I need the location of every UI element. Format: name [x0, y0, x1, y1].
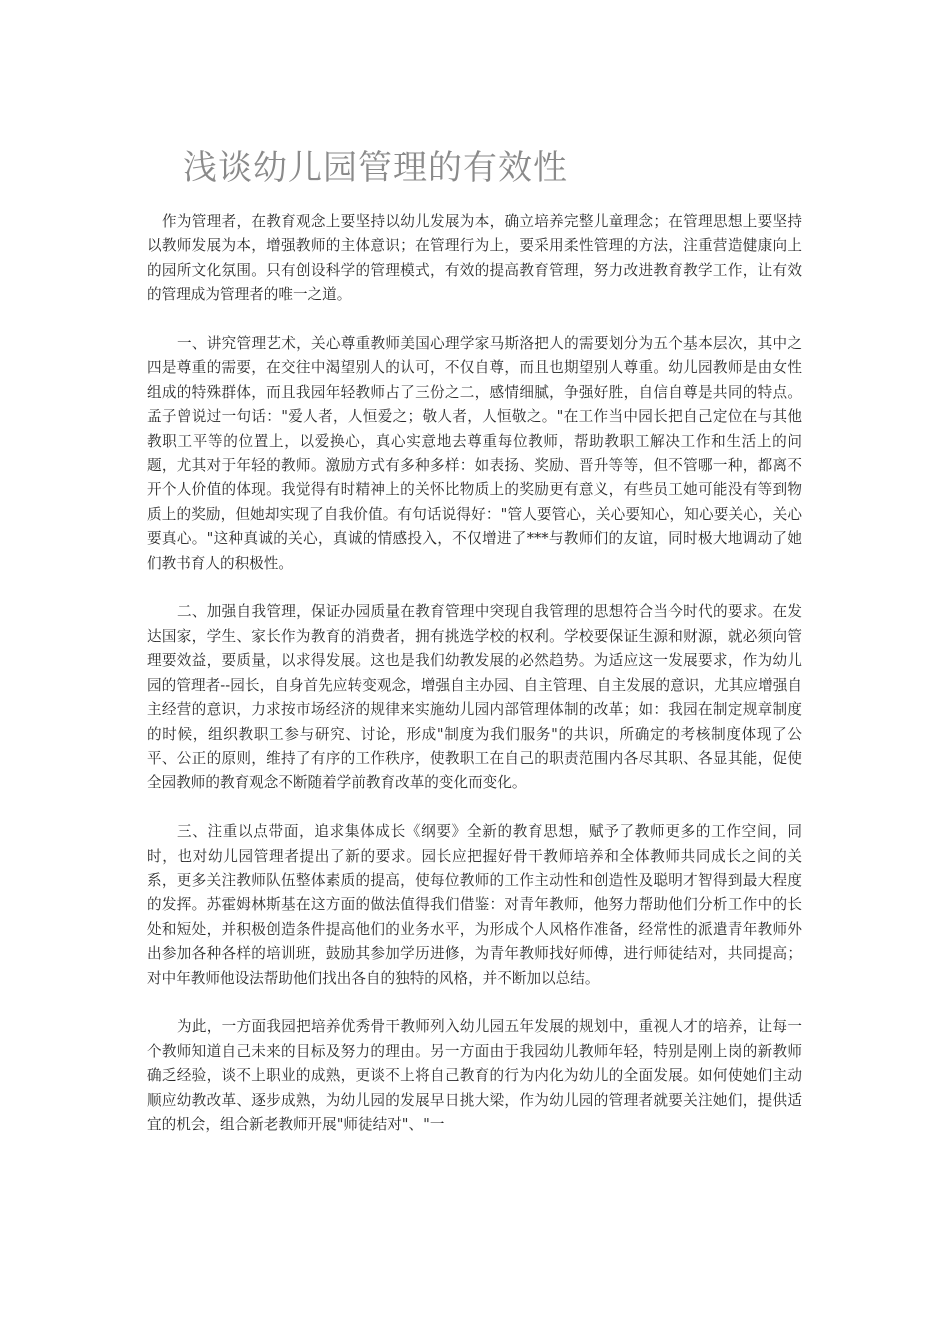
paragraph-section-2: 二、加强自我管理，保证办园质量在教育管理中突现自我管理的思想符合当今时代的要求。在发达国家，学生、家长作为教育的消费者，拥有挑选学校的权利。学校要保证生源和财源，就必须向管理要效益，要质量，以求得发展。这也是我们幼教发展的必然趋势。为适应这一发展要求，作为幼儿园的管理者--园长，自身首先应转变观念，增强自主办园、自主管理、自主发展的意识，尤其应增强自主经营的意识，力求按市场经济的规律来实施幼儿园内部管理体制的改革；如：我园在制定规章制度的时候，组织教职工参与研究、讨论，形成"制度为我们服务"的共识，所确定的考核制度体现了公平、公正的原则，维持了有序的工作秩序，使教职工在自己的职责范围内各尽其职、各显其能，促使全园教师的教育观念不断随着学前教育改革的变化而变化。: [147, 603, 802, 792]
paragraph-continuation: 为此，一方面我园把培养优秀骨干教师列入幼儿园五年发展的规划中，重视人才的培养，让每一个教师知道自己未来的目标及努力的理由。另一方面由于我园幼儿教师年轻，特别是刚上岗的新教师确乏经验，谈不上职业的成熟，更谈不上将自己教育的行为内化为幼儿的全面发展。如何使她们主动顺应幼教改革、逐步成熟，为幼儿园的发展早日挑大梁，作为幼儿园的管理者就要关注她们，提供适宜的机会，组合新老教师开展"师徒结对"、"一: [147, 1018, 802, 1133]
document-body: [147, 210, 802, 1137]
document-title: 浅谈幼儿园管理的有效性: [183, 148, 568, 188]
paragraph-section-1: 一、讲究管理艺术，关心尊重教师美国心理学家马斯洛把人的需要划分为五个基本层次，其中之四是尊重的需要，在交往中渴望别人的认可，不仅自尊，而且也期望别人尊重。幼儿园教师是由女性组成的特殊群体，而且我园年轻教师占了三份之二，感情细腻，争强好胜，自信自尊是共同的特点。孟子曾说过一句话："爱人者，人恒爱之；敬人者，人恒敬之。"在工作当中园长把自己定位在与其他教职工平等的位置上，以爱换心，真心实意地去尊重每位教师，帮助教职工解决工作和生活上的问题，尤其对于年轻的教师。激励方式有多种多样：如表扬、奖励、晋升等等，但不管哪一种，都离不开个人价值的体现。我觉得有时精神上的关怀比物质上的奖励更有意义，有些员工她可能没有等到物质上的奖励，但她却实现了自我价值。有句话说得好："管人要管心，关心要知心，知心要关心，关心要真心。"这种真诚的关心，真诚的情感投入，不仅增进了***与教师们的友谊，同时极大地调动了她们教书育人的积极性。: [147, 335, 802, 572]
paragraph-intro: 作为管理者，在教育观念上要坚持以幼儿发展为本，确立培养完整儿童理念；在管理思想上要坚持以教师发展为本，增强教师的主体意识；在管理行为上，要采用柔性管理的方法，注重营造健康向上的园所文化氛围。只有创设科学的管理模式，有效的提高教育管理，努力改进教育教学工作，让有效的管理成为管理者的唯一之道。: [147, 213, 802, 304]
paragraph-section-3: 三、注重以点带面，追求集体成长《纲要》全新的教育思想，赋予了教师更多的工作空间，同时，也对幼儿园管理者提出了新的要求。园长应把握好骨干教师培养和全体教师共同成长之间的关系，更多关注教师队伍整体素质的提高，使每位教师的工作主动性和创造性及聪明才智得到最大程度的发挥。苏霍姆林斯基在这方面的做法值得我们借鉴：对青年教师，他努力帮助他们分析工作中的长处和短处，并积极创造条件提高他们的业务水平，为形成个人风格作准备，经常性的派遣青年教师外出参加各种各样的培训班，鼓励其参加学历进修，为青年教师找好师傅，进行师徒结对，共同提高；对中年教师他设法帮助他们找出各自的独特的风格，并不断加以总结。: [147, 823, 802, 987]
